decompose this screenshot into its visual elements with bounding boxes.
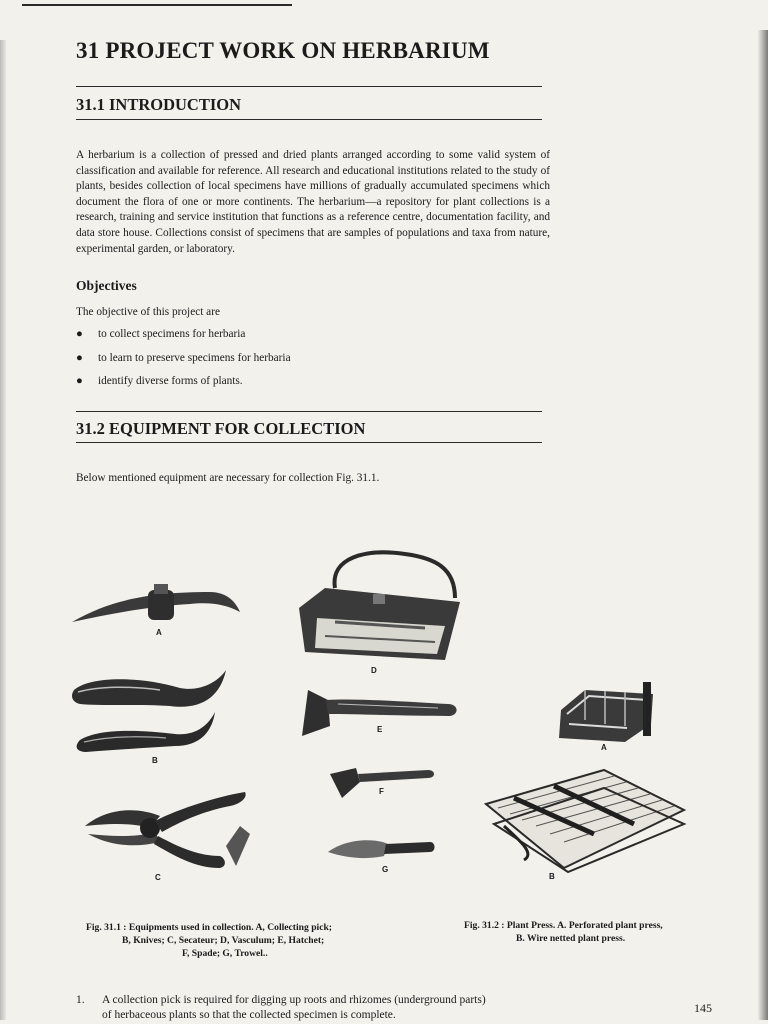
trowel-illustration bbox=[326, 832, 436, 862]
figure-label-hatchet: E bbox=[377, 725, 383, 734]
section-rule-top bbox=[76, 411, 542, 412]
section-rule-bottom bbox=[76, 119, 542, 120]
objective-item: ● to learn to preserve specimens for herbaria bbox=[76, 352, 291, 364]
section-rule-bottom bbox=[76, 442, 542, 443]
bullet-icon: ● bbox=[76, 375, 83, 387]
section-heading-introduction: 31.1 INTRODUCTION bbox=[76, 95, 242, 114]
bullet-icon: ● bbox=[76, 328, 83, 340]
top-rule bbox=[22, 4, 292, 6]
objective-item: ● identify diverse forms of plants. bbox=[76, 375, 243, 387]
page-number: 145 bbox=[694, 1001, 712, 1015]
equipment-intro: Below mentioned equipment are necessary for collection Fig. 31.1. bbox=[76, 472, 380, 484]
figure-label-secateur: C bbox=[155, 873, 161, 882]
knives-illustration bbox=[70, 668, 230, 756]
figure-label-wire-press: B bbox=[549, 872, 555, 881]
figure-label-knives: B bbox=[152, 756, 158, 765]
vasculum-illustration bbox=[295, 548, 465, 668]
figure-label-perforated-press: A bbox=[601, 743, 607, 752]
objectives-intro: The objective of this project are bbox=[76, 306, 220, 318]
page-spine-shadow bbox=[0, 40, 6, 1020]
figure-label-spade: F bbox=[379, 787, 384, 796]
page-edge-shadow bbox=[758, 30, 768, 1020]
figure-label-trowel: G bbox=[382, 865, 389, 874]
bullet-icon: ● bbox=[76, 352, 83, 364]
figure-label-vasculum: D bbox=[371, 666, 377, 675]
collecting-pick-illustration bbox=[70, 582, 245, 627]
section-rule-top bbox=[76, 86, 542, 87]
objective-item: ● to collect specimens for herbaria bbox=[76, 328, 246, 340]
wire-netted-plant-press-illustration bbox=[484, 764, 689, 874]
section-heading-equipment: 31.2 EQUIPMENT FOR COLLECTION bbox=[76, 419, 366, 438]
figure-31-1-caption: Fig. 31.1 : Equipments used in collection. A, Collecting pick; B, Knives; C, Secateur; D, Vasculum; E, Hatchet; F, Spade; G, Trowel.. bbox=[86, 922, 332, 959]
introduction-paragraph: A herbarium is a collection of pressed and dried plants arranged according to some valid system of classification and available for reference. All research and educational institutions related to the study of plants, besides collection of local specimens have millions of gradually accumulated specimens which document the flora of one or more continents. The herbarium—a repository for plant collections is a research, training and service institution that functions as a reference centre, documentation facility, and data store house. Collections consist of specimens that are samples of populations and taxa from nature, experimental garden, or laboratory. bbox=[76, 149, 550, 255]
figure-label-pick: A bbox=[156, 628, 162, 637]
secateur-illustration bbox=[80, 786, 255, 871]
numbered-item: 1. A collection pick is required for digging up roots and rhizomes (underground parts) of herbaceous plants so that the collected specimen is complete. bbox=[76, 994, 486, 1021]
chapter-title: 31 PROJECT WORK ON HERBARIUM bbox=[76, 38, 490, 63]
perforated-plant-press-illustration bbox=[555, 680, 660, 746]
figure-31-2-caption: Fig. 31.2 : Plant Press. A. Perforated plant press, B. Wire netted plant press. bbox=[464, 920, 663, 944]
objectives-heading: Objectives bbox=[76, 278, 137, 293]
